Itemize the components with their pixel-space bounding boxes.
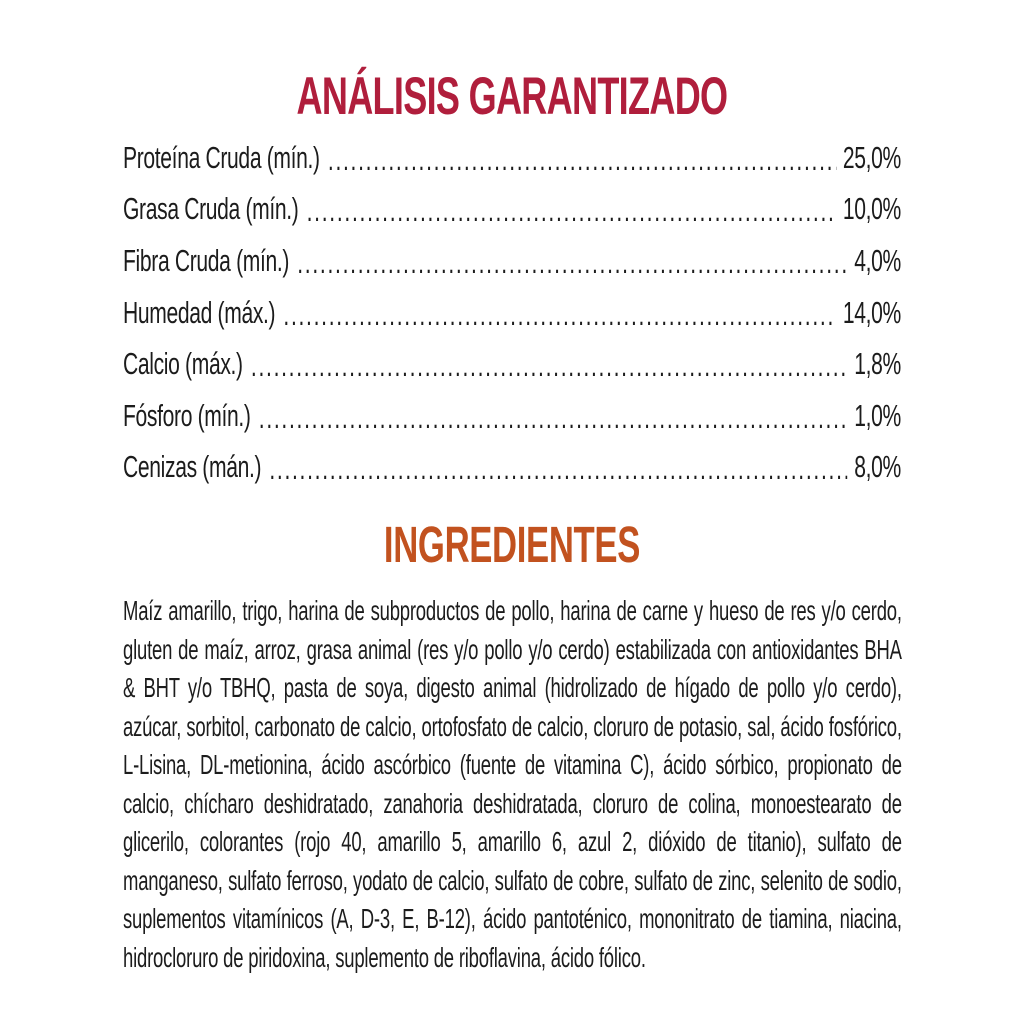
- nutrient-label: Calcio (máx.): [123, 346, 243, 382]
- table-row: [123, 338, 901, 390]
- nutrient-label: Humedad (máx.): [123, 294, 276, 330]
- nutrient-label: Cenizas (mán.): [123, 449, 262, 485]
- dot-leader: [283, 297, 836, 333]
- dot-leader: [297, 245, 847, 281]
- nutrient-label: Fósforo (mín.): [123, 397, 251, 433]
- nutrient-value: 4,0%: [854, 242, 901, 278]
- dot-leader: [328, 142, 836, 178]
- dot-leader: [251, 348, 848, 384]
- nutrient-label: Proteína Cruda (mín.): [123, 139, 320, 175]
- dot-leader: [307, 193, 836, 229]
- dot-leader: [259, 400, 848, 436]
- nutrient-label: Fibra Cruda (mín.): [123, 242, 290, 278]
- nutrient-value: 25,0%: [842, 139, 901, 175]
- nutrient-value: 8,0%: [854, 449, 901, 485]
- guaranteed-analysis-title: ANÁLISIS GARANTIZADO: [296, 67, 728, 126]
- table-row: [123, 235, 901, 287]
- guaranteed-analysis-table: [123, 132, 901, 493]
- nutrient-label: Grasa Cruda (mín.): [123, 191, 299, 227]
- table-row: [123, 184, 901, 236]
- ingredients-title: INGREDIENTES: [383, 516, 640, 574]
- dot-leader: [269, 451, 847, 487]
- table-row: [123, 287, 901, 339]
- ingredients-text: Maíz amarillo, trigo, harina de subproductos de pollo, harina de carne y hueso de res y/o cerdo, gluten de maíz, arroz, grasa animal (res y/o pollo y/o cerdo) estabilizada con antioxidantes BHA & BHT y/o TBHQ, pasta de soya, digesto animal (hidrolizado de hígado de pollo y/o cerdo), azúcar, sorbitol, carbonato de calcio, ortofosfato de calcio, cloruro de potasio, sal, ácido fosfórico, L-Lisina, DL-metionina, ácido ascórbico (fuente de vitamina C), ácido sórbico, propionato de calcio, chícharo deshidratado, zanahoria deshidratada, cloruro de colina, monoestearato de glicerilo, colorantes (rojo 40, amarillo 5, amarillo 6, azul 2, dióxido de titanio), sulfato de manganeso, sulfato ferroso, yodato de calcio, sulfato de cobre, sulfato de zinc, selenito de sodio, suplementos vitamínicos (A, D-3, E, B-12), ácido pantoténico, mononitrato de tiamina, niacina, hidrocloruro de piridoxina, suplemento de riboflavina, ácido fólico.: [123, 595, 902, 973]
- nutrient-value: 1,0%: [854, 397, 901, 433]
- label-content: [123, 0, 901, 977]
- table-row: [123, 442, 901, 494]
- nutrient-value: 14,0%: [842, 294, 901, 330]
- table-row: [123, 132, 901, 184]
- nutrient-value: 1,8%: [854, 346, 901, 382]
- table-row: [123, 390, 901, 442]
- nutrient-value: 10,0%: [842, 191, 901, 227]
